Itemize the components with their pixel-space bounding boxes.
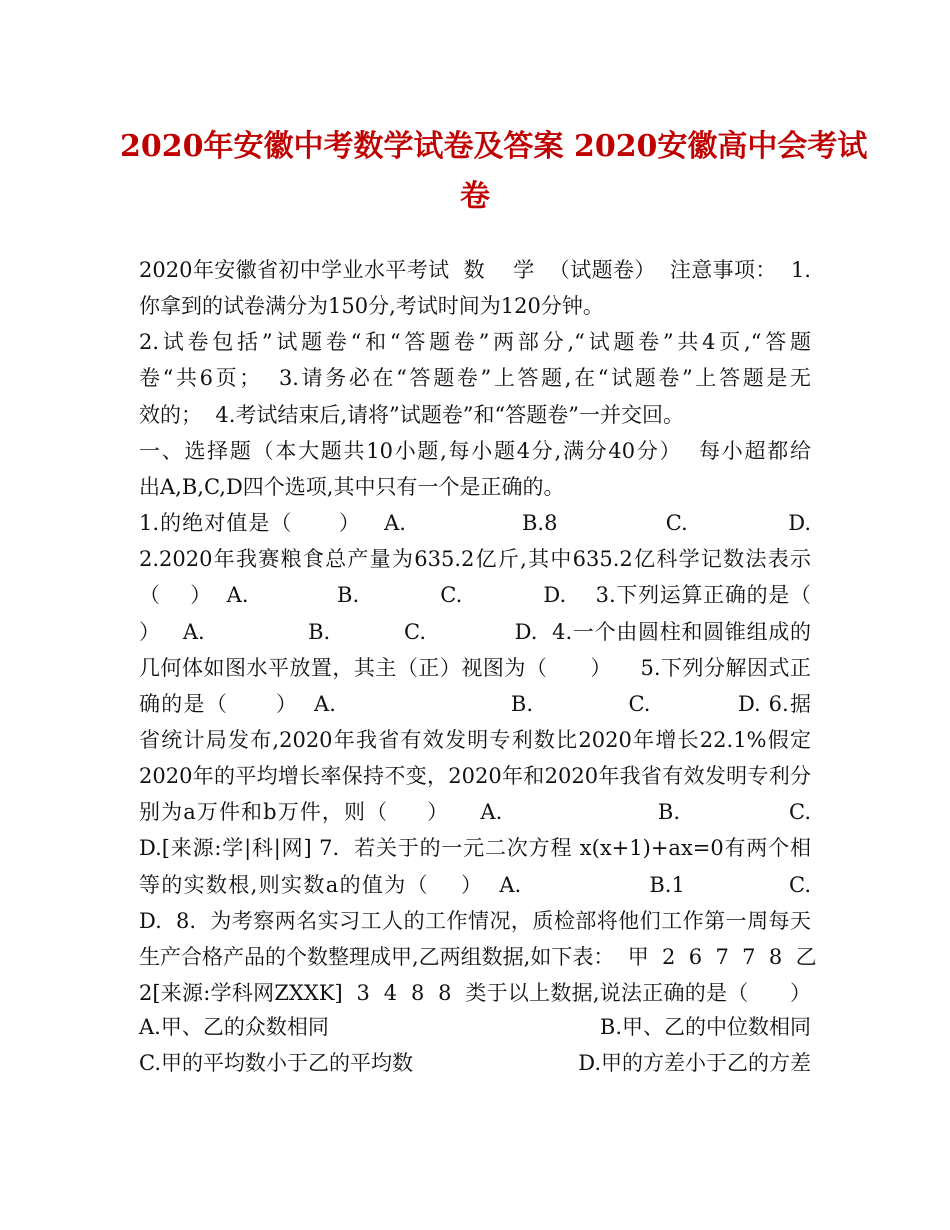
text-line: 生产合格产品的个数整理成甲,乙两组数据,如下表： 甲 2 6 7 7 8 乙 <box>139 944 817 969</box>
page-title-continued: 卷 <box>460 179 490 214</box>
text-line: D.[来源:学|科|网] 7. 若关于的一元二次方程 x(x+1)+ax=0有两个相 <box>139 836 811 861</box>
option-c: C.甲的平均数小于乙的平均数 <box>139 1051 413 1075</box>
options-row-2 <box>139 1045 811 1081</box>
text-line: 别为a万件和b万件，则（ ） A. B. C. <box>139 800 811 825</box>
text-line: 2.2020年我赛粮食总产量为635.2亿斤,其中635.2亿科学记数法表示 <box>139 547 811 572</box>
text-line: 1.的绝对值是（ ） A. B.8 C. D. <box>139 511 811 536</box>
text-line: 省统计局发布,2020年我省有效发明专利数比2020年增长22.1%假定 <box>139 727 811 752</box>
text-line: 2020年的平均增长率保持不变，2020年和2020年我省有效发明专利分 <box>139 764 811 789</box>
text-line: 确的是（ ） A. B. C. D. 6.据 <box>139 691 811 716</box>
text-line: 2020年安徽省初中学业水平考试 数 学 （试题卷） 注意事项： 1. <box>139 258 811 282</box>
text-line: 等的实数根,则实数a的值为（ ） A. B.1 C. <box>139 872 811 897</box>
text-line: D. 8. 为考察两名实习工人的工作情况，质检部将他们工作第一周每天 <box>139 908 811 933</box>
option-d: D.甲的方差小于乙的方差 <box>578 1051 811 1075</box>
option-b: B.甲、乙的中位数相同 <box>599 1015 811 1039</box>
text-line: 2.试卷包括”试题卷“和“答题卷”两部分,“试题卷”共4页,“答题 <box>139 330 811 355</box>
text-line: 出A,B,C,D四个选项,其中只有一个是正确的。 <box>139 474 565 499</box>
page-title: 2020年安徽中考数学试卷及答案 2020安徽高中会考试 <box>120 129 868 164</box>
text-line: （ ） A. B. C. D. 3.下列运算正确的是（ <box>139 583 811 608</box>
text-line: 一、选择题（本大题共10小题,每小题4分,满分40分） 每小超都给 <box>139 438 811 463</box>
options-row-1 <box>139 1009 811 1045</box>
option-a: A.甲、乙的众数相同 <box>139 1015 329 1039</box>
text-line: 卷“共6页； 3.请务必在“答题卷”上答题,在“试题卷”上答题是无 <box>139 366 811 391</box>
text-line: ） A. B. C. D. 4.一个由圆柱和圆锥组成的 <box>139 619 811 644</box>
text-line: 2[来源:学科网ZXXK] 3 4 8 8 类于以上数据,说法正确的是（ ） <box>139 981 811 1005</box>
text-line: 几何体如图水平放置，其主（正）视图为（ ） 5.下列分解因式正 <box>139 655 811 680</box>
text-line: 你拿到的试卷满分为150分,考试时间为120分钟。 <box>139 294 604 319</box>
text-line: 效的； 4.考试结束后,请将”试题卷”和“答题卷”一并交回。 <box>139 402 685 427</box>
